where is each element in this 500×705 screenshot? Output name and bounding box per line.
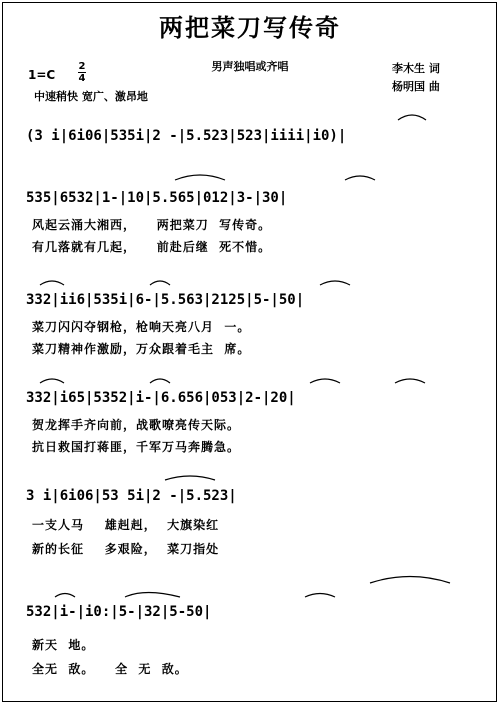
notation-system-4: 332|i65|5352|i-|6.656|053|2-|20| [26,390,296,406]
lyricist-credit: 李木生 词 [392,62,440,75]
time-signature-bottom: 4 [78,73,86,84]
time-signature [78,61,86,84]
song-title: 两把菜刀写传奇 [159,14,341,42]
key-signature: 1=C [28,68,56,82]
notation-system-3: 332|ii6|535i|6-|5.563|2125|5-|50| [26,292,305,308]
lyric-line: 一支人马 雄赳赳， 大旗染红 [32,518,220,532]
notation-system-6: 532|i-|i0:|5-|32|5-50| [26,604,212,620]
lyric-line: 风起云涌大湘西， 两把菜刀 写传奇。 [32,218,272,232]
tempo-marking: 中速稍快 宽广、激昂地 [34,90,148,103]
lyric-line: 菜刀闪闪夺钢枪，枪响天亮八月 一。 [32,320,251,334]
lyric-line: 有几落就有几起， 前赴后继 死不惜。 [32,240,272,254]
notation-system-2: 535|6532|1-|10|5.565|012|3-|30| [26,190,288,206]
time-signature-top: 2 [78,61,86,72]
lyric-line: 全无 敌。 全 无 敌。 [32,662,188,676]
lyric-line: 抗日救国打蒋匪，千军万马奔腾急。 [32,440,241,454]
composer-credit: 杨明国 曲 [392,80,440,93]
notation-system-1: (3 i|6i06|535i|2 -|5.523|523|iiii|i0)| [26,128,347,144]
notation-system-5: 3 i|6i06|53 5i|2 -|5.523| [26,488,237,504]
lyric-line: 新天 地。 [32,638,95,652]
performance-note: 男声独唱或齐唱 [211,60,289,73]
lyric-line: 贺龙挥手齐向前，战歌嘹亮传天际。 [32,418,241,432]
lyric-line: 菜刀精神作激励，万众跟着毛主 席。 [32,342,251,356]
lyric-line: 新的长征 多艰险， 菜刀指处 [32,542,220,556]
